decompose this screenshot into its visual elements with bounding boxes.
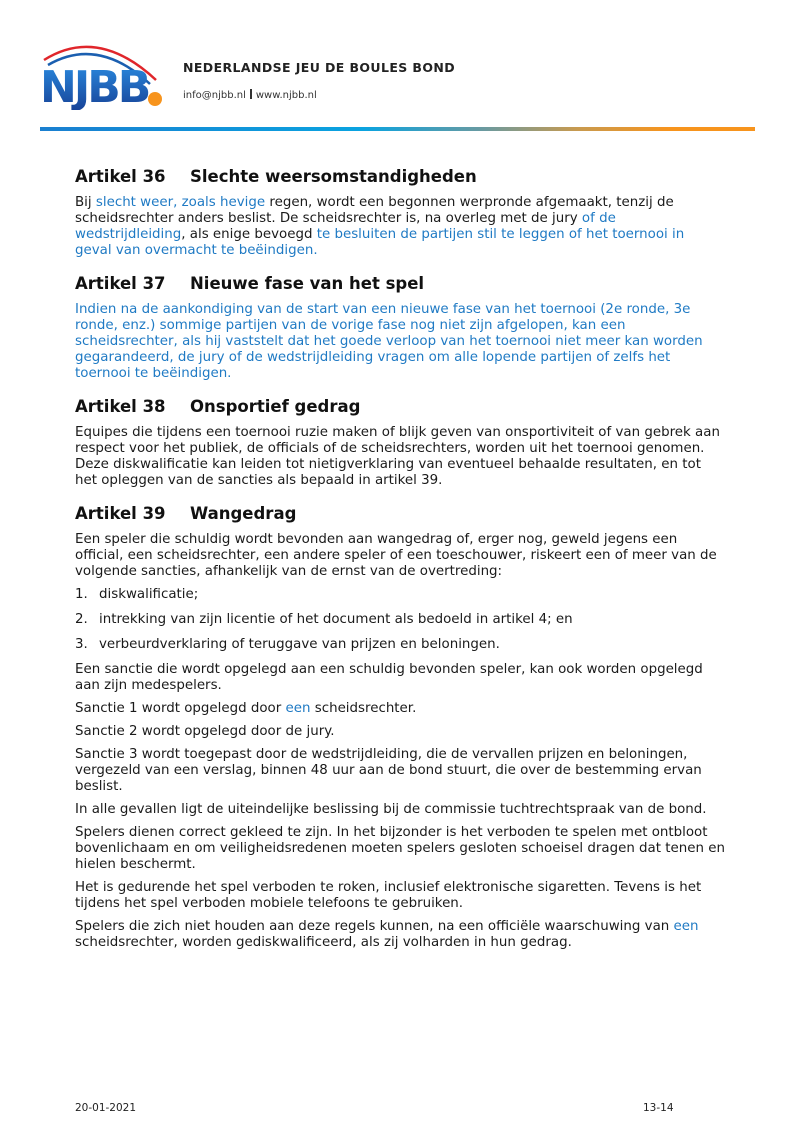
article-heading — [75, 395, 725, 419]
svg-text:NJBB: NJBB — [40, 62, 149, 110]
page-header — [0, 0, 800, 140]
list-item: 1. diskwalificatie; — [75, 587, 199, 602]
footer-date: 20-01-2021 — [75, 1102, 137, 1114]
document-body — [75, 165, 725, 964]
website-link[interactable]: www.njbb.nl — [255, 90, 317, 101]
article-title: Slechte weersomstandigheden — [190, 167, 477, 186]
article-heading — [75, 165, 725, 189]
list-item: 3. verbeurdverklaring of teruggave van prijzen en beloningen. — [75, 637, 500, 652]
article-heading — [75, 502, 725, 526]
article-paragraph: In alle gevallen ligt de uiteindelijke beslissing bij de commissie tuchtrechtspraak van de bond. — [75, 802, 707, 817]
contact-line — [183, 89, 317, 101]
article-paragraph: Indien na de aankondiging van de start van een nieuwe fase van het toernooi (2e ronde, 3e ronde, enz.) sommige partijen van de vorige fase nog niet zijn afgelopen, kan een scheidsrechter, als hij vaststelt dat het goede verloop van het toernooi niet meer kan worden gegarandeerd, de jury of de wedstrijdleiding vragen om alle lopende partijen of zelfs het toernooi te beëindigen. — [75, 302, 703, 381]
article-38 — [75, 395, 725, 489]
article-36 — [75, 165, 725, 259]
article-number: Artikel 36 — [75, 167, 166, 186]
article-title: Onsportief gedrag — [190, 397, 361, 416]
article-paragraph: Sanctie 3 wordt toegepast door de wedstrijdleiding, die de vervallen prijzen en beloningen, vergezeld van een verslag, binnen 48 uur aan de bond stuurt, die over de bestemming ervan beslist. — [75, 747, 702, 794]
article-title: Wangedrag — [190, 504, 297, 523]
article-39 — [75, 502, 725, 951]
email-link[interactable]: info@njbb.nl — [183, 90, 246, 101]
list-item: 2. intrekking van zijn licentie of het document als bedoeld in artikel 4; en — [75, 612, 573, 627]
header-gradient-rule — [40, 127, 755, 131]
article-paragraph: Equipes die tijdens een toernooi ruzie maken of blijk geven van onsportiviteit of van gebrek aan respect voor het publiek, de officials of de scheidsrechters, worden uit het toernooi genomen. Deze diskwalificatie kan leiden tot nietigverklaring van eventueel behaalde resultaten, en tot het opleggen van de sancties als bepaald in artikel 39. — [75, 425, 720, 488]
article-37 — [75, 272, 725, 382]
article-paragraph: Spelers dienen correct gekleed te zijn. In het bijzonder is het verboden te spelen met ontbloot bovenlichaam en om veiligheidsredenen moeten spelers gesloten schoeisel dragen dat tenen en hielen beschermt. — [75, 825, 725, 872]
njbb-logo-icon — [38, 36, 166, 110]
article-heading — [75, 272, 725, 296]
article-paragraph: Een sanctie die wordt opgelegd aan een schuldig bevonden speler, kan ook worden opgelegd aan zijn medespelers. — [75, 662, 703, 693]
article-paragraph: Bij slecht weer, zoals hevige regen, wordt een begonnen werpronde afgemaakt, tenzij de scheidsrechter anders beslist. De scheidsrechter is, na overleg met de jury of de wedstrijdleiding, als enige bevoegd te besluiten de partijen stil te leggen of het toernooi in geval van overmacht te beëindigen. — [75, 195, 685, 258]
article-paragraph: Spelers die zich niet houden aan deze regels kunnen, na een officiële waarschuwing van een scheidsrechter, worden gediskwalificeerd, als zij volharden in hun gedrag. — [75, 919, 699, 950]
article-paragraph: Sanctie 2 wordt opgelegd door de jury. — [75, 724, 335, 739]
article-title: Nieuwe fase van het spel — [190, 274, 425, 293]
article-paragraph: Sanctie 1 wordt opgelegd door een scheidsrechter. — [75, 701, 417, 716]
article-number: Artikel 38 — [75, 397, 166, 416]
organization-name: NEDERLANDSE JEU DE BOULES BOND — [183, 60, 456, 75]
footer-page-number: 13-14 — [643, 1102, 674, 1114]
article-number: Artikel 37 — [75, 274, 166, 293]
sanctions-list — [75, 587, 725, 653]
article-number: Artikel 39 — [75, 504, 166, 523]
separator — [250, 89, 252, 99]
article-intro: Een speler die schuldig wordt bevonden aan wangedrag of, erger nog, geweld jegens een official, een scheidsrechter, een andere speler of een toeschouwer, riskeert een of meer van de volgende sancties, afhankelijk van de ernst van de overtreding: — [75, 532, 717, 579]
article-paragraph: Het is gedurende het spel verboden te roken, inclusief elektronische sigaretten. Tevens is het tijdens het spel verboden mobiele telefoons te gebruiken. — [75, 880, 702, 911]
njbb-logo — [38, 36, 166, 110]
